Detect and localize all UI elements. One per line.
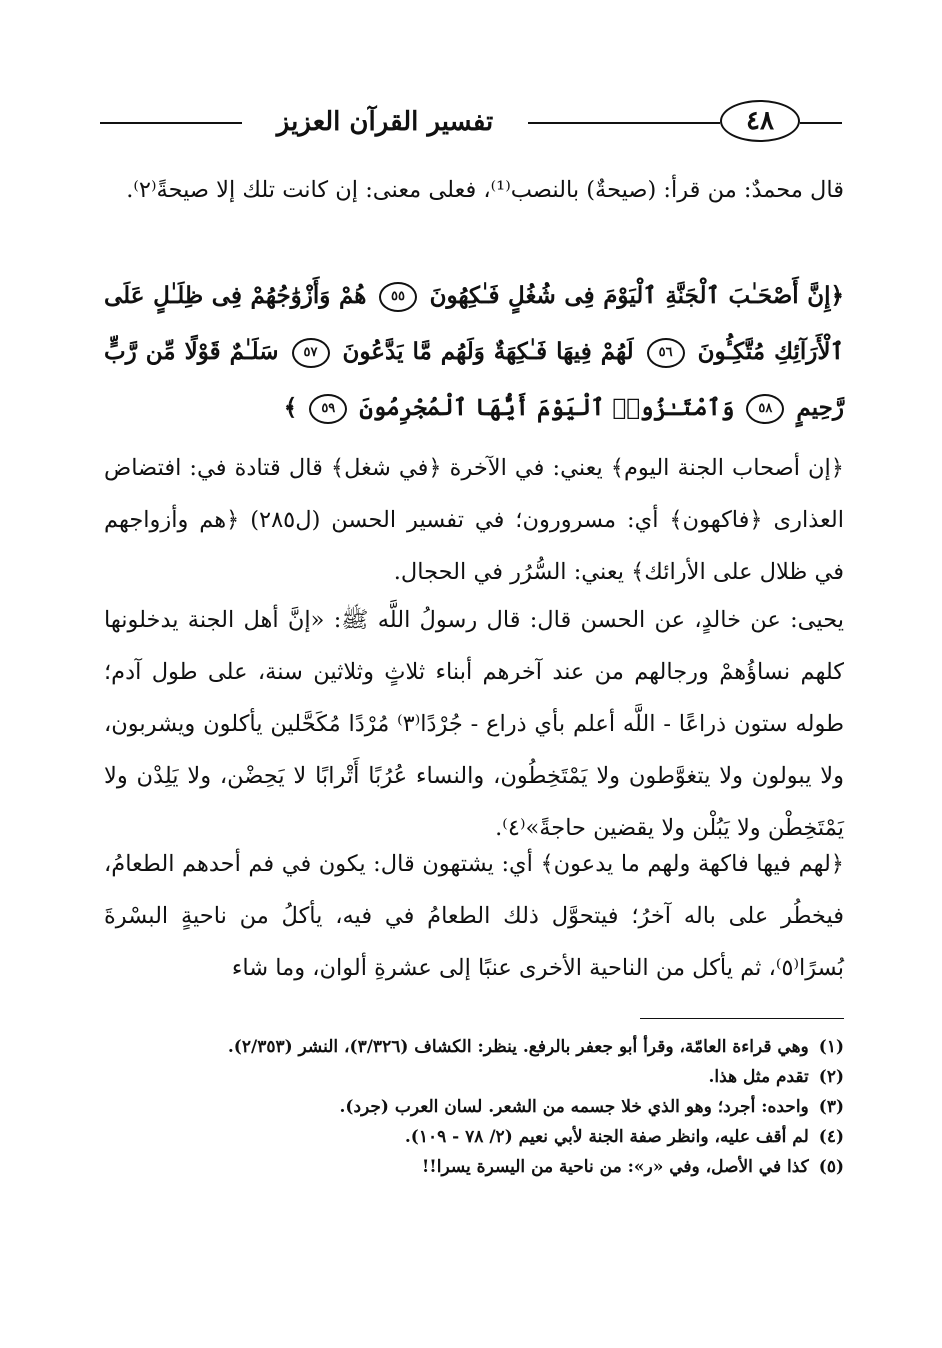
footnote-item [104,1152,844,1182]
paragraph-1 [104,164,844,216]
paragraph-4-text: يحيى: عن خالدٍ، عن الحسن قال: قال رسولُ اللَّه ﷺ: «إنَّ أهل الجنة يدخلونها كلهم نساؤُهمْ ورجالهم من عند آخرهم أبناء ثلاثٍ وثلاثين سنة، على طول آدم؛ طوله ستون ذراعًا - اللَّه أعلم بأي ذراع - جُرْدًا⁽٣⁾ مُرْدًا مُكَحَّلين يأكلون ويشربون، ولا يبولون ولا يتغوَّطون ولا يَمْتَخِطُون، والنساء عُرُبًا أَتْرابًا لا يَحِضْن، ولا يَلِدْن ولا يَمْتَخِطْن ولا يَبُلْن ولا يقضين حاجةً»⁽٤⁾. [104,607,845,841]
verse-text: وَٱمْتَـٰزُوا۟ ٱلْيَوْمَ أَيُّهَا ٱلْمُجْرِمُونَ [359,394,735,421]
running-header [100,96,842,146]
ayah-marker: ٥٩ [309,394,347,424]
footnote-text: وهي قراءة العامّة، وقرأ أبو جعفر بالرفع. ينظر: الكشاف (٣/٣٢٦)، النشر (٢/٣٥٣). [227,1037,809,1057]
quran-verses [104,268,844,436]
verse-text: هُمْ وَأَزْوَٰجُهُمْ فِى ظِلَـٰلٍ عَلَى ٱلْأَرَآئِكِ مُتَّكِـُٔونَ [104,282,844,365]
paragraph-4 [104,594,844,854]
footnote-text: كذا في الأصل، وفي «ر»: من ناحية من اليسرة يسرا!! [421,1157,809,1177]
verse-close-bracket: ﴾ [283,394,298,421]
footnote-number: (٣) [818,1097,844,1117]
footnotes [104,1032,844,1182]
book-title: تفسير القرآن العزيز [242,102,528,142]
ayah-marker: ٥٥ [379,282,417,312]
footnote-text: لم أقف عليه، وانظر صفة الجنة لأبي نعيم (٢/ ٧٨ - ١٠٩). [404,1127,809,1147]
page-number: ٤٨ [720,100,800,142]
paragraph-3-text: ﴿إن أصحاب الجنة اليوم﴾ يعني: في الآخرة ﴿في شغل﴾ قال قتادة في: افتضاض العذارى ﴿فاكهون﴾ أي: مسرورون؛ في تفسير الحسن (ل٢٨٥) ﴿هم وأزواجهم في ظلال على الأرائك﴾ يعني: السُّرُر في الحجال. [104,455,844,585]
header-rule-right [800,122,842,124]
ayah-marker: ٥٦ [647,338,685,368]
footnote-item [104,1032,844,1062]
footnote-number: (٤) [818,1127,844,1147]
footnote-separator [640,1018,844,1019]
footnote-text: واحده: أجرد؛ وهو الذي خلا جسمه من الشعر. لسان العرب (جرد). [339,1097,809,1117]
footnote-item [104,1092,844,1122]
paragraph-1-text: قال محمدٌ: من قرأ: (صيحةٌ) بالنصب⁽¹⁾، فعلى معنى: إن كانت تلك إلا صيحةً⁽٢⁾. [126,177,844,203]
verse-text: ﴿إِنَّ أَصْحَـٰبَ ٱلْجَنَّةِ ٱلْيَوْمَ فِى شُغُلٍ فَـٰكِهُونَ [429,282,844,309]
paragraph-5 [104,838,844,994]
footnote-number: (٥) [818,1157,844,1177]
footnote-item [104,1122,844,1152]
footnote-number: (٢) [818,1067,844,1087]
ayah-marker: ٥٧ [292,338,330,368]
ayah-marker: ٥٨ [746,394,784,424]
footnote-item [104,1062,844,1092]
verse-text: سَلَـٰمٌ قَوْلًا مِّن رَّبٍّ رَّحِيمٍ [104,338,844,421]
footnote-number: (١) [818,1037,844,1057]
paragraph-5-text: ﴿لهم فيها فاكهة ولهم ما يدعون﴾ أي: يشتهون قال: يكون في فم أحدهم الطعامُ، فيخطُر على باله آخرُ؛ فيتحوَّل ذلك الطعامُ في فيه، يأكلُ من ناحيةٍ البسْرةَ بُسرًا⁽٥⁾، ثم يأكل من الناحية الأخرى عنبًا إلى عشرةِ ألوان، وما شاء [104,851,844,981]
paragraph-3 [104,442,844,598]
verse-text: لَهُمْ فِيهَا فَـٰكِهَةٌ وَلَهُم مَّا يَدَّعُونَ [342,338,634,365]
footnote-text: تقدم مثل هذا. [708,1067,809,1087]
